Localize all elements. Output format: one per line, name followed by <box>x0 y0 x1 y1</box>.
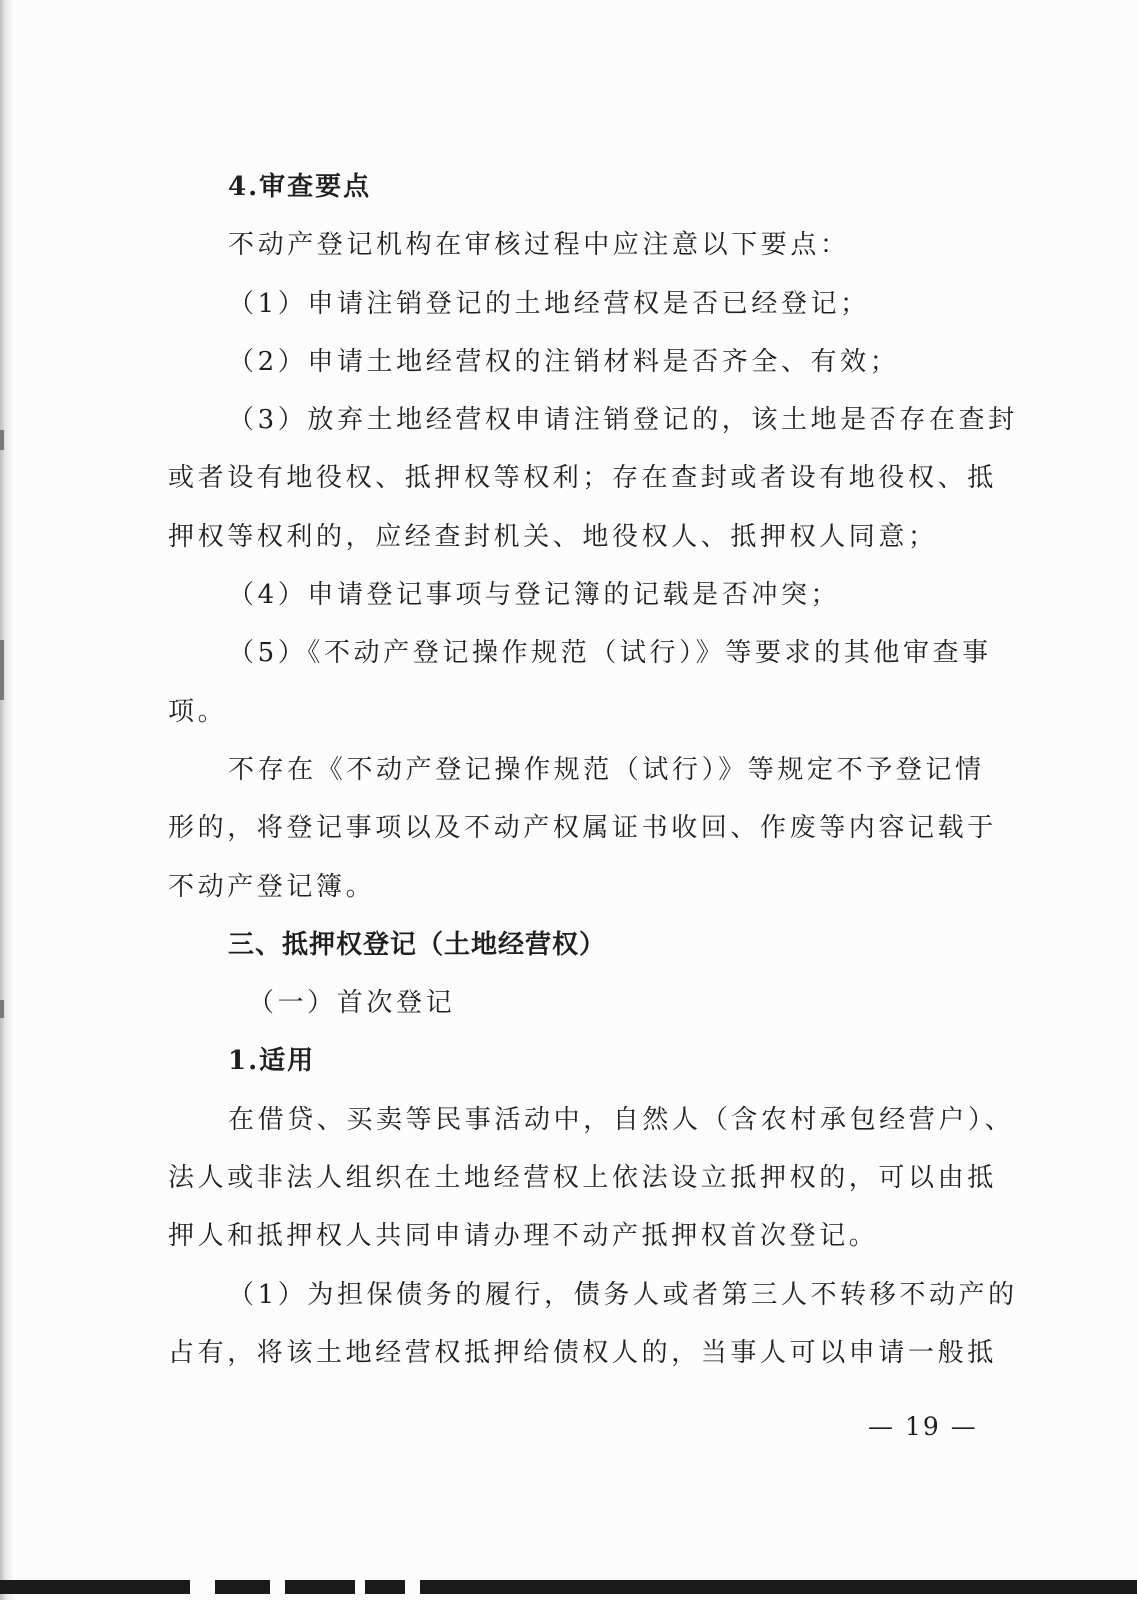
list-item-5-line-2: 项。 <box>168 696 228 727</box>
page-number: — 19 — <box>868 1412 978 1441</box>
paragraph-applicable-line-1: 在借贷、买卖等民事活动中，自然人（含农村承包经营户）、 <box>228 1104 1015 1135</box>
list-item-1: （1）申请注销登记的土地经营权是否已经登记； <box>228 288 870 319</box>
list-item-5-line-1: （5）《不动产登记操作规范（试行）》等要求的其他审查事 <box>228 638 992 669</box>
scan-edge-shadow <box>0 0 14 1600</box>
scan-footer-bar <box>365 1580 405 1594</box>
scan-footer-bar <box>285 1580 355 1594</box>
list-item-4: （4）申请登记事项与登记簿的记载是否冲突； <box>228 580 841 611</box>
document-body <box>168 158 1018 1382</box>
list-item-2: （2）申请土地经营权的注销材料是否齐全、有效； <box>228 346 900 377</box>
paragraph-applicable-line-3: 押人和抵押权人共同申请办理不动产抵押权首次登记。 <box>168 1221 879 1252</box>
paragraph-1-line-1: （1）为担保债务的履行，债务人或者第三人不转移不动产的 <box>228 1279 1018 1310</box>
list-item-3-line-2: 或者设有地役权、抵押权等权利；存在查封或者设有地役权、抵 <box>168 463 997 494</box>
paragraph-conclusion-line-3: 不动产登记簿。 <box>168 871 376 902</box>
list-item-3-line-1: （3）放弃土地经营权申请注销登记的，该土地是否存在查封 <box>228 405 1018 436</box>
paragraph-conclusion-line-2: 形的，将登记事项以及不动产权属证书收回、作废等内容记载于 <box>168 813 997 844</box>
subsection-1-title: （一）首次登记 <box>248 988 456 1019</box>
heading-review-points: 4.审查要点 <box>228 172 372 202</box>
scan-edge-mark <box>0 1000 4 1018</box>
scan-footer-bar <box>420 1580 1137 1594</box>
list-item-3-line-3: 押权等权利的，应经查封机关、地役权人、抵押权人同意； <box>168 521 938 552</box>
heading-applicable: 1.适用 <box>228 1046 316 1077</box>
section-3-title: 三、抵押权登记（土地经营权） <box>228 929 607 960</box>
paragraph-intro: 不动产登记机构在审核过程中应注意以下要点： <box>228 230 850 261</box>
paragraph-applicable-line-2: 法人或非法人组织在土地经营权上依法设立抵押权的，可以由抵 <box>168 1163 997 1194</box>
paragraph-conclusion-line-1: 不存在《不动产登记操作规范（试行）》等规定不予登记情 <box>228 754 985 785</box>
scan-edge-mark <box>0 640 4 700</box>
scan-edge-mark <box>0 430 4 450</box>
scan-footer-bar <box>215 1580 270 1594</box>
paragraph-1-line-2: 占有，将该土地经营权抵押给债权人的，当事人可以申请一般抵 <box>168 1337 997 1368</box>
scan-footer-bar <box>0 1580 190 1594</box>
